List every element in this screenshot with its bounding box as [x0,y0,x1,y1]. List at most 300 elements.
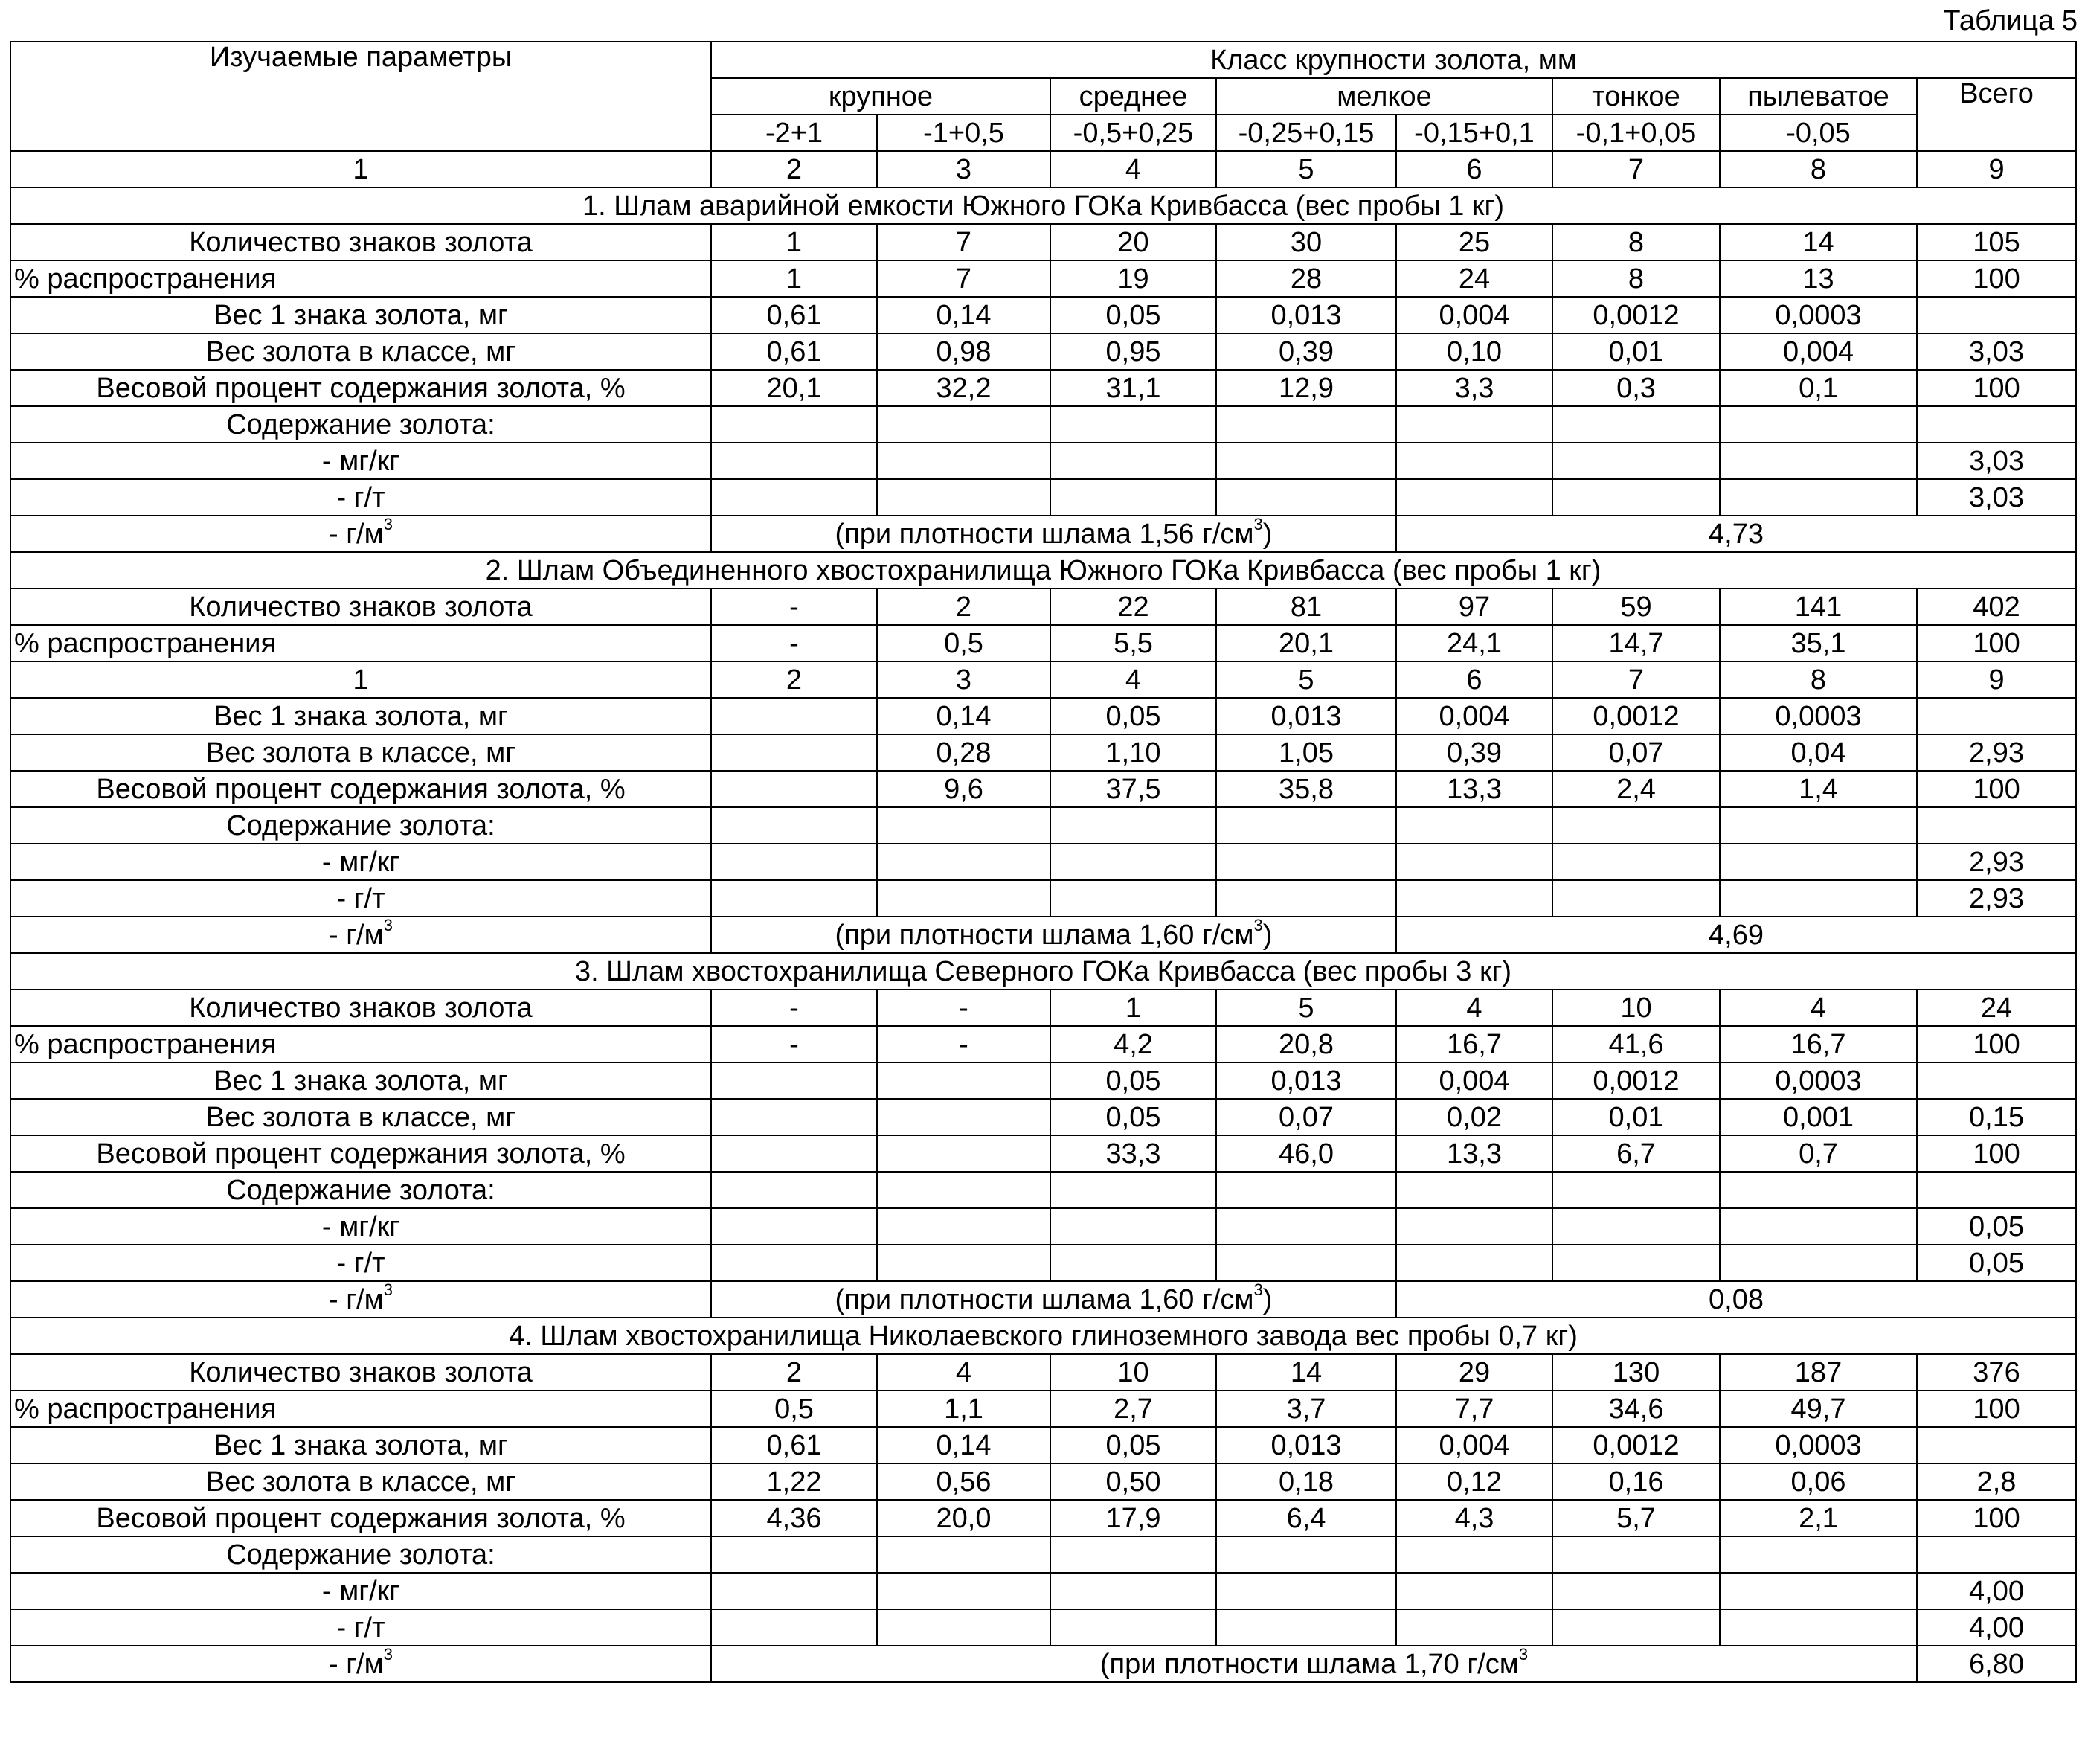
empty-cell [1050,1208,1216,1245]
value-cell: 1,22 [711,1463,877,1500]
value-cell: 0,18 [1216,1463,1396,1500]
value-cell: 3,03 [1917,333,2076,370]
empty-cell [1050,443,1216,479]
value-cell: - [711,1026,877,1062]
value-cell: 100 [1917,1026,2076,1062]
total-cell: 0,05 [1917,1208,2076,1245]
row-content-heading [10,406,2076,443]
class-cell: -0,05 [1720,115,1917,151]
density-close: ) [1262,1283,1273,1315]
row-label-text: - г/м [328,1283,384,1315]
superscript-3: 3 [383,1281,393,1299]
empty-cell [877,844,1050,880]
row-content-heading [10,807,2076,844]
row-distribution [10,1391,2076,1427]
value-cell: 13 [1720,260,1917,297]
empty-cell [877,1208,1050,1245]
section-title: 4. Шлам хвостохранилища Николаевского глиноземного завода вес пробы 0,7 кг) [10,1318,2076,1354]
row-label: - мг/кг [10,443,711,479]
value-cell: 25 [1396,224,1552,260]
value-cell [711,1135,877,1172]
repeat-number-row [10,661,2076,698]
empty-cell [877,1536,1050,1573]
row-label: Вес золота в классе, мг [10,333,711,370]
empty-cell [877,443,1050,479]
row-weight-per-grain [10,1427,2076,1463]
value-cell: 105 [1917,224,2076,260]
value-cell: 2,8 [1917,1463,2076,1500]
total-cell: 4,73 [1396,516,2076,552]
superscript-3: 3 [383,917,393,934]
row-label: - мг/кг [10,1573,711,1609]
group-tonkoe: тонкое [1552,78,1720,115]
empty-cell [1720,1245,1917,1281]
empty-cell [877,406,1050,443]
empty-cell [1720,1172,1917,1208]
value-cell: 31,1 [1050,370,1216,406]
empty-cell [1216,880,1396,917]
value-cell: 0,10 [1396,333,1552,370]
empty-cell [1396,844,1552,880]
empty-cell [1216,1536,1396,1573]
value-cell: - [877,990,1050,1026]
group-melkoe: мелкое [1216,78,1552,115]
row-label: Содержание золота: [10,406,711,443]
gold-distribution-table [10,41,2077,1683]
value-cell [877,1062,1050,1099]
value-cell: - [711,990,877,1026]
value-cell: 0,0012 [1552,1062,1720,1099]
group-pylevatoe: пылеватое [1720,78,1917,115]
value-cell: 0,013 [1216,1062,1396,1099]
column-number: 1 [10,661,711,698]
value-cell: 41,6 [1552,1026,1720,1062]
value-cell: 1,10 [1050,734,1216,771]
value-cell: 6,4 [1216,1500,1396,1536]
total-cell: 4,00 [1917,1573,2076,1609]
empty-cell [711,807,877,844]
value-cell: 0,0003 [1720,1427,1917,1463]
column-number: 4 [1050,151,1216,187]
class-cell: -1+0,5 [877,115,1050,151]
value-cell [711,1099,877,1135]
empty-cell [1396,1536,1552,1573]
value-cell: 0,06 [1720,1463,1917,1500]
value-cell: 0,95 [1050,333,1216,370]
empty-cell [877,1609,1050,1646]
value-cell: 81 [1216,588,1396,625]
row-label: - г/т [10,1609,711,1646]
superscript-3: 3 [383,1646,393,1664]
class-cell: -0,5+0,25 [1050,115,1216,151]
value-cell: 0,05 [1050,1099,1216,1135]
section-title: 3. Шлам хвостохранилища Северного ГОКа Кривбасса (вес пробы 3 кг) [10,953,2076,990]
value-cell: 10 [1552,990,1720,1026]
empty-cell [1552,880,1720,917]
value-cell: 9,6 [877,771,1050,807]
value-cell: 24,1 [1396,625,1552,661]
value-cell: 49,7 [1720,1391,1917,1427]
total-cell: 6,80 [1917,1646,2076,1682]
value-cell [711,1062,877,1099]
value-cell: 97 [1396,588,1552,625]
empty-cell [877,880,1050,917]
value-cell: 59 [1552,588,1720,625]
value-cell: 0,0003 [1720,297,1917,333]
value-cell: 0,14 [877,1427,1050,1463]
row-g-per-t [10,1609,2076,1646]
superscript-3: 3 [383,516,393,533]
empty-cell [1396,1245,1552,1281]
row-label: Вес 1 знака золота, мг [10,1427,711,1463]
density-note [711,917,1396,953]
class-header: Класс крупности золота, мм [711,42,2076,78]
empty-cell [711,1573,877,1609]
empty-cell [877,807,1050,844]
section-title-row [10,953,2076,990]
row-weight-in-class [10,333,2076,370]
value-cell: 20,0 [877,1500,1050,1536]
value-cell: 100 [1917,1135,2076,1172]
total-cell: 3,03 [1917,479,2076,516]
empty-cell [1050,1573,1216,1609]
value-cell: 0,004 [1396,297,1552,333]
empty-cell [1917,807,2076,844]
empty-cell [1552,1172,1720,1208]
value-cell: - [711,625,877,661]
value-cell: 0,004 [1396,1062,1552,1099]
row-g-per-t [10,479,2076,516]
value-cell: 33,3 [1050,1135,1216,1172]
header-row-numbers [10,151,2076,187]
empty-cell [1050,1172,1216,1208]
value-cell: 0,0003 [1720,698,1917,734]
row-label: % распространения [10,1026,711,1062]
row-weight-percent [10,1135,2076,1172]
value-cell: 0,013 [1216,1427,1396,1463]
density-text: (при плотности шлама 1,60 г/см [835,1283,1254,1315]
row-g-per-m3 [10,1281,2076,1318]
row-label: Содержание золота: [10,1172,711,1208]
row-g-per-m3 [10,1646,2076,1682]
value-cell: 5,5 [1050,625,1216,661]
group-srednee: среднее [1050,78,1216,115]
density-close: ) [1262,919,1273,951]
row-label: Вес 1 знака золота, мг [10,1062,711,1099]
column-number: 1 [10,151,711,187]
column-number: 5 [1216,661,1396,698]
empty-cell [1720,406,1917,443]
empty-cell [877,1573,1050,1609]
value-cell: 1 [1050,990,1216,1026]
empty-cell [1552,1208,1720,1245]
value-cell: 4,36 [711,1500,877,1536]
row-weight-per-grain [10,1062,2076,1099]
value-cell: 0,61 [711,297,877,333]
row-label: Количество знаков золота [10,990,711,1026]
value-cell: 0,01 [1552,1099,1720,1135]
value-cell: 2,7 [1050,1391,1216,1427]
class-cell: -0,1+0,05 [1552,115,1720,151]
row-label: % распространения [10,1391,711,1427]
empty-cell [1917,1536,2076,1573]
value-cell: 1,4 [1720,771,1917,807]
row-label [10,917,711,953]
value-cell: 0,56 [877,1463,1050,1500]
density-close: ) [1262,518,1273,550]
density-note [711,516,1396,552]
value-cell [877,1135,1050,1172]
value-cell: 19 [1050,260,1216,297]
row-g-per-t [10,880,2076,917]
row-label-text: - г/м [328,1648,384,1680]
value-cell: 5,7 [1552,1500,1720,1536]
value-cell: 24 [1917,990,2076,1026]
value-cell: 2 [877,588,1050,625]
value-cell: 0,013 [1216,297,1396,333]
row-label: Весовой процент содержания золота, % [10,771,711,807]
superscript-3: 3 [1253,1281,1263,1299]
empty-cell [1216,443,1396,479]
total-cell: 2,93 [1917,880,2076,917]
row-weight-per-grain [10,297,2076,333]
value-cell: 130 [1552,1354,1720,1391]
value-cell: 20,1 [711,370,877,406]
value-cell: 2,93 [1917,734,2076,771]
empty-cell [1917,406,2076,443]
empty-cell [1050,1536,1216,1573]
value-cell: 37,5 [1050,771,1216,807]
superscript-3: 3 [1253,516,1263,533]
total-cell: 4,69 [1396,917,2076,953]
empty-cell [1396,880,1552,917]
column-number: 2 [711,661,877,698]
column-number: 6 [1396,151,1552,187]
row-label: Количество знаков золота [10,588,711,625]
value-cell: 0,05 [1050,698,1216,734]
empty-cell [1720,1573,1917,1609]
empty-cell [1552,1245,1720,1281]
empty-cell [1216,406,1396,443]
value-cell: 0,001 [1720,1099,1917,1135]
empty-cell [1050,479,1216,516]
value-cell: 100 [1917,1391,2076,1427]
value-cell: 0,14 [877,297,1050,333]
value-cell: 0,5 [711,1391,877,1427]
section-title: 2. Шлам Объединенного хвостохранилища Южного ГОКа Кривбасса (вес пробы 1 кг) [10,552,2076,588]
empty-cell [1216,1172,1396,1208]
value-cell: 8 [1552,224,1720,260]
empty-cell [1720,807,1917,844]
value-cell: 0,05 [1050,1062,1216,1099]
row-label: % распространения [10,625,711,661]
row-g-per-t [10,1245,2076,1281]
value-cell: 3,7 [1216,1391,1396,1427]
row-count [10,990,2076,1026]
empty-cell [1552,443,1720,479]
row-label: Весовой процент содержания золота, % [10,370,711,406]
row-label: Количество знаков золота [10,224,711,260]
empty-cell [711,479,877,516]
row-weight-in-class [10,1099,2076,1135]
empty-cell [711,1172,877,1208]
row-label: - г/т [10,479,711,516]
value-cell: 0,98 [877,333,1050,370]
column-number: 8 [1720,661,1917,698]
value-cell: 402 [1917,588,2076,625]
value-cell: 0,04 [1720,734,1917,771]
row-weight-in-class [10,734,2076,771]
header-row-1 [10,42,2076,78]
value-cell: 22 [1050,588,1216,625]
section-title-row [10,552,2076,588]
value-cell: 5 [1216,990,1396,1026]
row-label [10,1646,711,1682]
empty-cell [711,880,877,917]
value-cell: 0,0003 [1720,1062,1917,1099]
value-cell: 28 [1216,260,1396,297]
value-cell: 2,1 [1720,1500,1917,1536]
empty-cell [1720,1536,1917,1573]
value-cell: 3,3 [1396,370,1552,406]
value-cell: 7,7 [1396,1391,1552,1427]
section-title-row [10,187,2076,224]
class-cell: -2+1 [711,115,877,151]
value-cell: 17,9 [1050,1500,1216,1536]
value-cell: 1,1 [877,1391,1050,1427]
value-cell: 0,0012 [1552,1427,1720,1463]
column-number: 8 [1720,151,1917,187]
value-cell: 34,6 [1552,1391,1720,1427]
value-cell: 376 [1917,1354,2076,1391]
empty-cell [1720,479,1917,516]
empty-cell [877,1245,1050,1281]
value-cell: 14 [1216,1354,1396,1391]
empty-cell [1396,1208,1552,1245]
total-cell: 0,05 [1917,1245,2076,1281]
empty-cell [877,479,1050,516]
group-vsego: Всего [1917,78,2076,151]
value-cell: 10 [1050,1354,1216,1391]
empty-cell [1050,807,1216,844]
value-cell [711,771,877,807]
value-cell: 35,8 [1216,771,1396,807]
row-label: Вес золота в классе, мг [10,1099,711,1135]
density-note [711,1281,1396,1318]
value-cell: 20,8 [1216,1026,1396,1062]
group-krupnoe: крупное [711,78,1050,115]
row-label-text: - г/м [328,919,384,951]
value-cell: 0,07 [1216,1099,1396,1135]
row-label: - г/т [10,880,711,917]
row-label-text: - г/м [328,518,384,550]
column-number: 2 [711,151,877,187]
row-mg-per-kg [10,844,2076,880]
empty-cell [1216,807,1396,844]
row-label: - мг/кг [10,1208,711,1245]
empty-cell [1552,1536,1720,1573]
density-text: (при плотности шлама 1,60 г/см [835,919,1254,951]
empty-cell [1552,1609,1720,1646]
value-cell: 0,0012 [1552,297,1720,333]
empty-cell [1396,1609,1552,1646]
value-cell: 7 [877,224,1050,260]
value-cell [711,698,877,734]
value-cell: 16,7 [1720,1026,1917,1062]
value-cell: 0,28 [877,734,1050,771]
value-cell: 13,3 [1396,771,1552,807]
section-title: 1. Шлам аварийной емкости Южного ГОКа Кривбасса (вес пробы 1 кг) [10,187,2076,224]
value-cell: 4 [1396,990,1552,1026]
empty-cell [1396,406,1552,443]
value-cell: 20 [1050,224,1216,260]
row-content-heading [10,1536,2076,1573]
row-mg-per-kg [10,1208,2076,1245]
value-cell [1917,1062,2076,1099]
section-title-row [10,1318,2076,1354]
value-cell: 0,5 [877,625,1050,661]
empty-cell [1917,1172,2076,1208]
row-weight-percent [10,1500,2076,1536]
value-cell: 0,004 [1396,1427,1552,1463]
value-cell: 16,7 [1396,1026,1552,1062]
empty-cell [711,443,877,479]
empty-cell [711,1208,877,1245]
density-text: (при плотности шлама 1,70 г/см [1099,1648,1519,1680]
row-label: Весовой процент содержания золота, % [10,1500,711,1536]
value-cell: 0,61 [711,333,877,370]
value-cell: 30 [1216,224,1396,260]
value-cell: 0,0012 [1552,698,1720,734]
row-label: Вес золота в классе, мг [10,734,711,771]
value-cell: 4,2 [1050,1026,1216,1062]
row-label: Вес золота в классе, мг [10,1463,711,1500]
row-g-per-m3 [10,516,2076,552]
value-cell: 0,3 [1552,370,1720,406]
row-label: Содержание золота: [10,807,711,844]
empty-cell [711,844,877,880]
column-number: 3 [877,151,1050,187]
value-cell [877,1099,1050,1135]
value-cell: 0,14 [877,698,1050,734]
value-cell [1917,297,2076,333]
column-number: 3 [877,661,1050,698]
value-cell: 0,07 [1552,734,1720,771]
row-distribution [10,1026,2076,1062]
empty-cell [1396,807,1552,844]
value-cell: 6,7 [1552,1135,1720,1172]
value-cell: 20,1 [1216,625,1396,661]
value-cell: 1 [711,224,877,260]
value-cell: 0,7 [1720,1135,1917,1172]
value-cell [1917,698,2076,734]
row-weight-per-grain [10,698,2076,734]
empty-cell [1050,1245,1216,1281]
column-number: 7 [1552,661,1720,698]
empty-cell [1720,1609,1917,1646]
class-cell: -0,25+0,15 [1216,115,1396,151]
row-label [10,516,711,552]
value-cell: 24 [1396,260,1552,297]
column-number: 6 [1396,661,1552,698]
row-label: Количество знаков золота [10,1354,711,1391]
row-count [10,1354,2076,1391]
column-number: 9 [1917,661,2076,698]
superscript-3: 3 [1518,1646,1529,1664]
param-header: Изучаемые параметры [10,42,711,151]
empty-cell [1050,1609,1216,1646]
empty-cell [711,1245,877,1281]
